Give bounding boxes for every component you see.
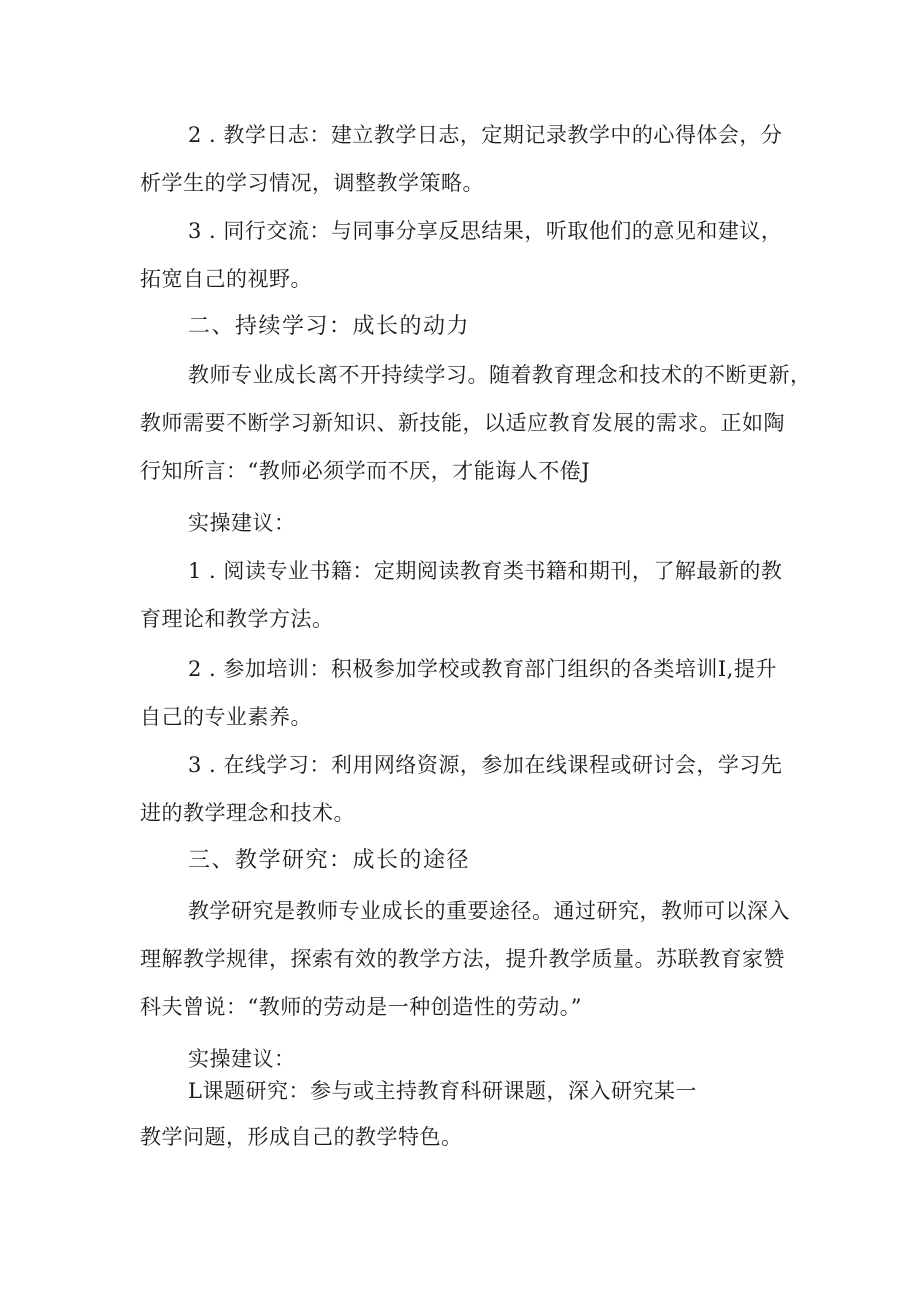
paragraph-line: 教师专业成长离不开持续学习。随着教育理念和技术的不断更新， (188, 363, 812, 387)
section-heading-teaching-research: 三、教学研究：成长的途径 (188, 848, 471, 873)
practical-advice-label: 实操建议： (188, 511, 296, 535)
list-item-training: 2 . 参加培训：积极参加学校或教育部门组织的各类培训I,提升 (188, 657, 777, 681)
list-item-online-learning: 3 . 在线学习：利用网络资源，参加在线课程或研讨会，学习先 (188, 753, 783, 777)
paragraph-line: 理解教学规律，探索有效的教学方法，提升教学质量。苏联教育家赞 (140, 947, 785, 971)
paragraph-line: 行知所言：“教师必须学而不厌，才能诲人不倦J (140, 459, 591, 483)
list-item-peer-exchange: 3 . 同行交流：与同事分享反思结果，听取他们的意见和建议， (188, 219, 783, 243)
paragraph-line: 教学研究是教师专业成长的重要途径。通过研究，教师可以深入 (188, 899, 790, 923)
list-item-research-project: L课题研究：参与或主持教育科研课题，深入研究某一 (188, 1079, 697, 1103)
list-item-online-learning-cont: 进的教学理念和技术。 (140, 801, 355, 825)
list-item-teaching-log: 2 . 教学日志：建立教学日志，定期记录教学中的心得体会，分 (188, 123, 783, 147)
paragraph-line: 教师需要不断学习新知识、新技能，以适应教育发展的需求。正如陶 (140, 411, 785, 435)
list-item-training-cont: 自己的专业素养。 (140, 705, 312, 729)
practical-advice-label: 实操建议： (188, 1047, 296, 1071)
list-item-peer-exchange-cont: 拓宽自己的视野。 (140, 267, 312, 291)
list-item-reading-cont: 育理论和教学方法。 (140, 607, 334, 631)
section-heading-continuous-learning: 二、持续学习：成长的动力 (188, 314, 471, 339)
paragraph-line: 科夫曾说：“教师的劳动是一种创造性的劳动。” (140, 995, 582, 1019)
list-item-teaching-log-cont: 析学生的学习情况，调整教学策略。 (140, 171, 484, 195)
list-item-research-project-cont: 教学问题，形成自己的教学特色。 (140, 1125, 463, 1149)
list-item-reading: 1 . 阅读专业书籍：定期阅读教育类书籍和期刊，了解最新的教 (188, 559, 783, 583)
